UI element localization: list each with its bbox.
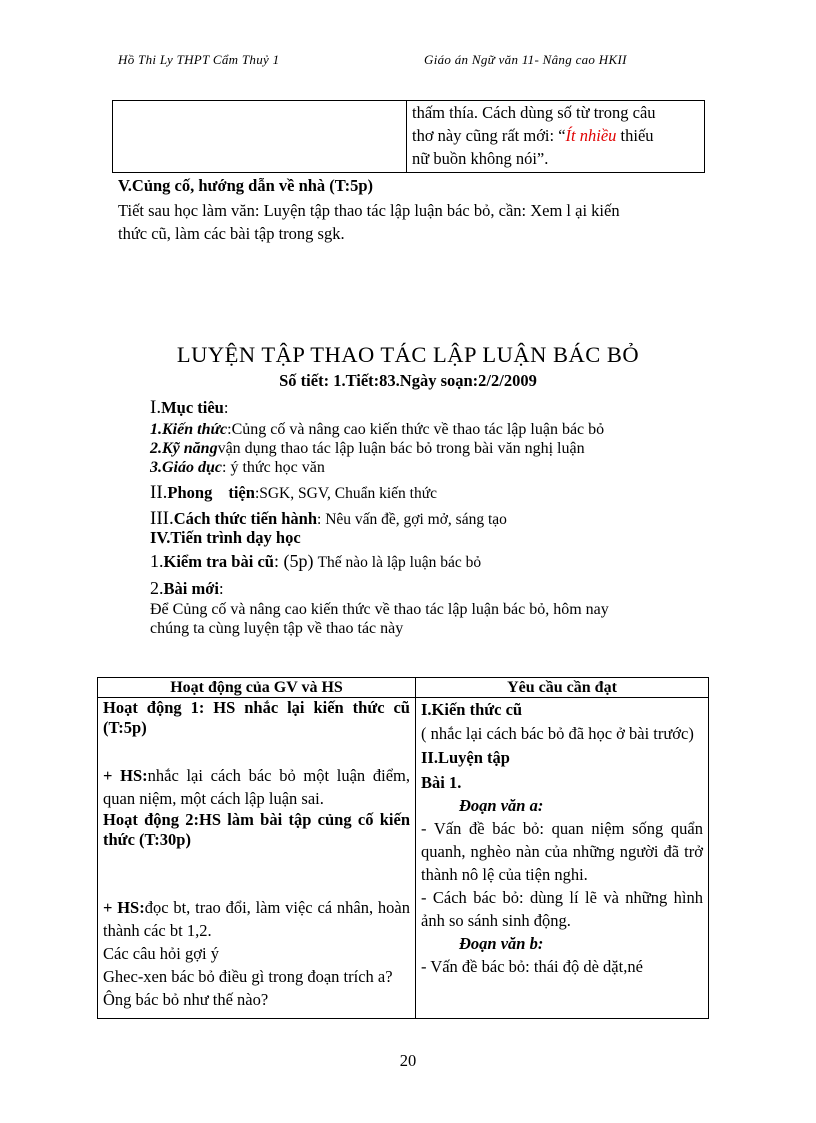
passage-b-point-1: - Vấn đề bác bỏ: thái độ dè dặt,né [421,957,643,976]
activity-2: Hoạt động 2:HS làm bài tập củng cố kiến thức (T:30p) [103,810,410,849]
section-v-line-2: thức cũ, làm các bài tập trong sgk. [118,224,345,243]
review-line: 1.Kiểm tra bài cũ: (5p) Thế nào là lập luận bác bỏ [150,551,482,571]
activity-table [97,677,709,1019]
guide-questions-label: Các câu hỏi gợi ý [103,944,219,963]
intro-line-1: Để Củng cố và nâng cao kiến thức về thao tác lập luận bác bỏ, hôm nay [150,601,609,618]
passage-a-point-1: - Vấn đề bác bỏ: quan niệm sống quẩn quanh, nghèo nàn của những người đã trở thành nô lệ của tiện nghi. [421,819,703,884]
continuation-line-3: nữ buồn không nói”. [412,149,549,168]
continuation-line-1: thấm thía. Cách dùng số từ trong câu [412,103,656,122]
header-left: Hồ Thi Ly THPT Cẩm Thuỷ 1 [118,52,280,67]
header-requirements: Yêu cầu cần đạt [416,678,709,698]
objective-skills: 2.Kỹ năngvận dụng thao tác lập luận bác bỏ trong bài văn nghị luận [150,440,585,457]
continuation-right-cell [407,101,705,173]
passage-b-label: Đoạn văn b: [459,934,544,953]
activity-2-student: + HS:đọc bt, trao đổi, làm việc cá nhân, hoàn thành các bt 1,2. [103,898,410,940]
process-heading: IV.Tiến trình dạy học [150,528,301,547]
passage-a-point-2: - Cách bác bỏ: dùng lí lẽ và những hình ảnh so sánh sinh động. [421,888,703,930]
exercise-1-label: Bài 1. [421,773,462,792]
materials-line: II.Phong tiện:SGK, SGV, Chuẩn kiến thức [150,482,438,503]
continuation-line-2: thơ này cũng rất mới: “Ít nhiều thiếu [412,126,654,145]
intro-line-2: chúng ta cùng luyện tập về thao tác này [150,620,404,637]
section-v-text [118,199,620,245]
objective-knowledge: 1.Kiến thức:Củng cố và nâng cao kiến thức về thao tác lập luận bác bỏ [150,421,605,438]
continuation-left-cell [113,101,407,173]
new-lesson-intro [150,600,609,638]
guide-question-1: Ghec-xen bác bỏ điều gì trong đoạn trích a? [103,967,393,986]
objective-education: 3.Giáo dục: ý thức học văn [150,459,325,476]
old-knowledge-heading: I.Kiến thức cũ [421,700,523,719]
highlighted-phrase: Ít nhiều [565,126,617,145]
new-lesson-heading: 2.Bài mới: [150,578,224,598]
guide-question-2: Ông bác bỏ như thế nào? [103,990,269,1009]
practice-heading: II.Luyện tập [421,748,510,767]
objectives-heading: I.Mục tiêu: [150,397,229,418]
old-knowledge-text: ( nhắc lại cách bác bỏ đã học ở bài trước) [421,724,694,743]
activities-cell [98,698,416,1019]
lesson-title: LUYỆN TẬP THAO TÁC LẬP LUẬN BÁC BỎ [176,342,640,367]
header-activities: Hoạt động của GV và HS [98,678,416,698]
section-v-heading: V.Củng cố, hướng dẫn về nhà (T:5p) [118,176,373,195]
page-number: 20 [399,1051,417,1070]
requirements-cell [416,698,709,1019]
activity-1: Hoạt động 1: HS nhắc lại kiến thức cũ (T:5p) [103,698,410,737]
activity-1-student: + HS:nhắc lại cách bác bỏ một luận điểm, quan niệm, một cách lập luận sai. [103,766,410,808]
section-v-line-1: Tiết sau học làm văn: Luyện tập thao tác lập luận bác bỏ, cần: Xem l ại kiến [118,201,620,220]
passage-a-label: Đoạn văn a: [459,796,544,815]
continuation-table [112,100,705,173]
lesson-subtitle: Số tiết: 1.Tiết:83.Ngày soạn:2/2/2009 [279,371,537,390]
method-line: III.Cách thức tiến hành: Nêu vấn đề, gợi mở, sáng tạo [150,508,507,529]
header-right: Giáo án Ngữ văn 11- Nâng cao HKII [424,52,627,67]
